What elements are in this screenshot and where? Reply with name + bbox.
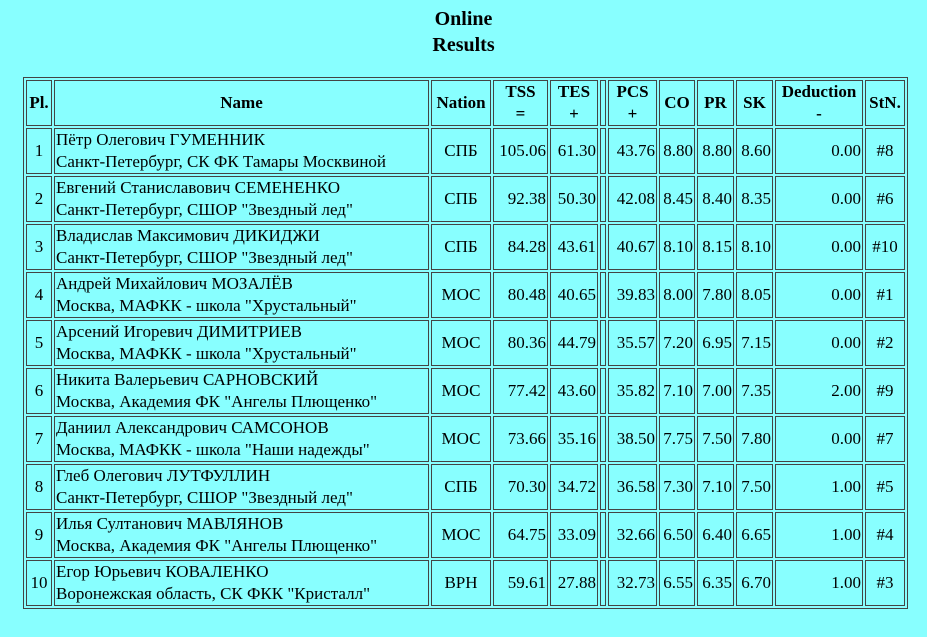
spacer-cell bbox=[600, 128, 606, 174]
tes-cell: 43.60 bbox=[550, 368, 598, 414]
spacer-cell bbox=[600, 272, 606, 318]
place-cell: 1 bbox=[26, 128, 52, 174]
tes-cell: 50.30 bbox=[550, 176, 598, 222]
table-row bbox=[26, 224, 905, 270]
deduction-cell: 2.00 bbox=[775, 368, 863, 414]
pcs-cell: 39.83 bbox=[608, 272, 657, 318]
skater-club: Москва, МАФКК - школа "Хрустальный" bbox=[56, 344, 357, 363]
tss-cell: 64.75 bbox=[493, 512, 548, 558]
pr-cell: 8.80 bbox=[697, 128, 734, 174]
skater-cell bbox=[54, 224, 429, 270]
skater-cell bbox=[54, 512, 429, 558]
start-number-cell: #7 bbox=[865, 416, 905, 462]
pr-cell: 8.15 bbox=[697, 224, 734, 270]
sk-cell: 8.60 bbox=[736, 128, 773, 174]
deduction-cell: 0.00 bbox=[775, 272, 863, 318]
tss-cell: 105.06 bbox=[493, 128, 548, 174]
nation-cell: МОС bbox=[431, 272, 491, 318]
co-cell: 7.30 bbox=[659, 464, 695, 510]
pcs-cell: 42.08 bbox=[608, 176, 657, 222]
table-row bbox=[26, 560, 905, 606]
co-cell: 6.50 bbox=[659, 512, 695, 558]
deduction-cell: 1.00 bbox=[775, 464, 863, 510]
skater-club: Москва, МАФКК - школа "Наши надежды" bbox=[56, 440, 370, 459]
start-number-cell: #4 bbox=[865, 512, 905, 558]
spacer-cell bbox=[600, 176, 606, 222]
table-row bbox=[26, 320, 905, 366]
pcs-cell: 38.50 bbox=[608, 416, 657, 462]
pcs-cell: 32.73 bbox=[608, 560, 657, 606]
skater-club: Москва, Академия ФК "Ангелы Плющенко" bbox=[56, 536, 378, 555]
start-number-cell: #8 bbox=[865, 128, 905, 174]
deduction-cell: 0.00 bbox=[775, 128, 863, 174]
tss-cell: 77.42 bbox=[493, 368, 548, 414]
skater-name: Андрей Михайлович МОЗАЛЁВ bbox=[56, 274, 293, 293]
col-header-pr: PR bbox=[697, 80, 734, 126]
skater-name: Егор Юрьевич КОВАЛЕНКО bbox=[56, 562, 269, 581]
co-cell: 7.10 bbox=[659, 368, 695, 414]
spacer-cell bbox=[600, 512, 606, 558]
col-header-name: Name bbox=[54, 80, 429, 126]
pcs-cell: 43.76 bbox=[608, 128, 657, 174]
table-row bbox=[26, 512, 905, 558]
deduction-sign: - bbox=[816, 104, 822, 123]
deduction-cell: 0.00 bbox=[775, 176, 863, 222]
place-cell: 8 bbox=[26, 464, 52, 510]
sk-cell: 8.05 bbox=[736, 272, 773, 318]
skater-name: Глеб Олегович ЛУТФУЛЛИН bbox=[56, 466, 271, 485]
pcs-sign: + bbox=[627, 104, 638, 123]
skater-cell bbox=[54, 176, 429, 222]
pr-cell: 8.40 bbox=[697, 176, 734, 222]
skater-name: Владислав Максимович ДИКИДЖИ bbox=[56, 226, 320, 245]
skater-club: Санкт-Петербург, СШОР "Звездный лед" bbox=[56, 248, 353, 267]
tss-label: TSS bbox=[505, 82, 536, 101]
spacer-cell bbox=[600, 464, 606, 510]
col-header-co: CO bbox=[659, 80, 695, 126]
skater-name: Пётр Олегович ГУМЕННИК bbox=[56, 130, 266, 149]
skater-name: Илья Султанович МАВЛЯНОВ bbox=[56, 514, 284, 533]
tss-cell: 80.48 bbox=[493, 272, 548, 318]
col-header-sk: SK bbox=[736, 80, 773, 126]
skater-club: Воронежская область, СК ФКК "Кристалл" bbox=[56, 584, 371, 603]
table-row bbox=[26, 272, 905, 318]
skater-cell bbox=[54, 320, 429, 366]
col-header-start-number: StN. bbox=[865, 80, 905, 126]
place-cell: 7 bbox=[26, 416, 52, 462]
table-row bbox=[26, 128, 905, 174]
pr-cell: 7.80 bbox=[697, 272, 734, 318]
nation-cell: МОС bbox=[431, 512, 491, 558]
pcs-cell: 35.82 bbox=[608, 368, 657, 414]
tes-cell: 34.72 bbox=[550, 464, 598, 510]
table-row bbox=[26, 416, 905, 462]
col-header-tss bbox=[493, 80, 548, 126]
results-body bbox=[26, 128, 905, 606]
tes-label: TES bbox=[557, 82, 591, 101]
nation-cell: СПБ bbox=[431, 128, 491, 174]
table-row bbox=[26, 176, 905, 222]
pcs-cell: 36.58 bbox=[608, 464, 657, 510]
deduction-cell: 0.00 bbox=[775, 320, 863, 366]
spacer-cell bbox=[600, 560, 606, 606]
place-cell: 3 bbox=[26, 224, 52, 270]
start-number-cell: #6 bbox=[865, 176, 905, 222]
tss-sign: = bbox=[515, 104, 526, 123]
sk-cell: 6.65 bbox=[736, 512, 773, 558]
place-cell: 2 bbox=[26, 176, 52, 222]
tes-cell: 43.61 bbox=[550, 224, 598, 270]
header-row bbox=[26, 80, 905, 126]
spacer-cell bbox=[600, 224, 606, 270]
nation-cell: МОС bbox=[431, 320, 491, 366]
start-number-cell: #10 bbox=[865, 224, 905, 270]
start-number-cell: #9 bbox=[865, 368, 905, 414]
sk-cell: 8.10 bbox=[736, 224, 773, 270]
skater-club: Москва, МАФКК - школа "Хрустальный" bbox=[56, 296, 357, 315]
title-line-online: Online bbox=[434, 8, 493, 30]
pcs-cell: 35.57 bbox=[608, 320, 657, 366]
tss-cell: 84.28 bbox=[493, 224, 548, 270]
tss-cell: 73.66 bbox=[493, 416, 548, 462]
pr-cell: 7.10 bbox=[697, 464, 734, 510]
sk-cell: 7.35 bbox=[736, 368, 773, 414]
table-row bbox=[26, 464, 905, 510]
nation-cell: СПБ bbox=[431, 464, 491, 510]
deduction-cell: 1.00 bbox=[775, 560, 863, 606]
deduction-cell: 0.00 bbox=[775, 224, 863, 270]
place-cell: 9 bbox=[26, 512, 52, 558]
skater-name: Евгений Станиславович СЕМЕНЕНКО bbox=[56, 178, 341, 197]
spacer-cell bbox=[600, 416, 606, 462]
nation-cell: МОС bbox=[431, 368, 491, 414]
col-header-spacer bbox=[600, 80, 606, 126]
co-cell: 7.75 bbox=[659, 416, 695, 462]
skater-cell bbox=[54, 416, 429, 462]
skater-cell bbox=[54, 464, 429, 510]
deduction-cell: 1.00 bbox=[775, 512, 863, 558]
co-cell: 8.80 bbox=[659, 128, 695, 174]
nation-cell: СПБ bbox=[431, 224, 491, 270]
deduction-cell: 0.00 bbox=[775, 416, 863, 462]
sk-cell: 7.80 bbox=[736, 416, 773, 462]
pr-cell: 7.00 bbox=[697, 368, 734, 414]
pr-cell: 6.95 bbox=[697, 320, 734, 366]
sk-cell: 6.70 bbox=[736, 560, 773, 606]
pcs-cell: 32.66 bbox=[608, 512, 657, 558]
co-cell: 8.10 bbox=[659, 224, 695, 270]
place-cell: 6 bbox=[26, 368, 52, 414]
tes-cell: 27.88 bbox=[550, 560, 598, 606]
start-number-cell: #1 bbox=[865, 272, 905, 318]
start-number-cell: #5 bbox=[865, 464, 905, 510]
start-number-cell: #3 bbox=[865, 560, 905, 606]
pr-cell: 7.50 bbox=[697, 416, 734, 462]
sk-cell: 8.35 bbox=[736, 176, 773, 222]
title-line-results: Results bbox=[432, 34, 495, 56]
results-table bbox=[23, 77, 908, 609]
tes-cell: 61.30 bbox=[550, 128, 598, 174]
tes-sign: + bbox=[569, 104, 579, 123]
place-cell: 5 bbox=[26, 320, 52, 366]
col-header-tes bbox=[550, 80, 598, 126]
spacer-cell bbox=[600, 368, 606, 414]
co-cell: 8.00 bbox=[659, 272, 695, 318]
tss-cell: 70.30 bbox=[493, 464, 548, 510]
co-cell: 7.20 bbox=[659, 320, 695, 366]
place-cell: 10 bbox=[26, 560, 52, 606]
tss-cell: 59.61 bbox=[493, 560, 548, 606]
pr-cell: 6.35 bbox=[697, 560, 734, 606]
sk-cell: 7.15 bbox=[736, 320, 773, 366]
deduction-label: Deduction bbox=[781, 82, 857, 101]
skater-name: Арсений Игоревич ДИМИТРИЕВ bbox=[56, 322, 303, 341]
co-cell: 6.55 bbox=[659, 560, 695, 606]
col-header-place: Pl. bbox=[26, 80, 52, 126]
tes-cell: 40.65 bbox=[550, 272, 598, 318]
co-cell: 8.45 bbox=[659, 176, 695, 222]
tes-cell: 35.16 bbox=[550, 416, 598, 462]
tss-cell: 92.38 bbox=[493, 176, 548, 222]
page-title bbox=[0, 6, 927, 58]
skater-club: Санкт-Петербург, СШОР "Звездный лед" bbox=[56, 488, 353, 507]
skater-name: Даниил Александрович САМСОНОВ bbox=[56, 418, 329, 437]
skater-name: Никита Валерьевич САРНОВСКИЙ bbox=[56, 370, 319, 389]
skater-cell bbox=[54, 560, 429, 606]
skater-cell bbox=[54, 272, 429, 318]
place-cell: 4 bbox=[26, 272, 52, 318]
nation-cell: МОС bbox=[431, 416, 491, 462]
skater-club: Санкт-Петербург, СК ФК Тамары Москвиной bbox=[56, 152, 387, 171]
tes-cell: 33.09 bbox=[550, 512, 598, 558]
col-header-nation: Nation bbox=[431, 80, 491, 126]
pcs-cell: 40.67 bbox=[608, 224, 657, 270]
spacer-cell bbox=[600, 320, 606, 366]
start-number-cell: #2 bbox=[865, 320, 905, 366]
pcs-label: PCS bbox=[616, 82, 649, 101]
skater-cell bbox=[54, 128, 429, 174]
nation-cell: ВРН bbox=[431, 560, 491, 606]
tes-cell: 44.79 bbox=[550, 320, 598, 366]
pr-cell: 6.40 bbox=[697, 512, 734, 558]
skater-cell bbox=[54, 368, 429, 414]
tss-cell: 80.36 bbox=[493, 320, 548, 366]
col-header-pcs bbox=[608, 80, 657, 126]
sk-cell: 7.50 bbox=[736, 464, 773, 510]
col-header-deduction bbox=[775, 80, 863, 126]
table-row bbox=[26, 368, 905, 414]
nation-cell: СПБ bbox=[431, 176, 491, 222]
skater-club: Санкт-Петербург, СШОР "Звездный лед" bbox=[56, 200, 353, 219]
skater-club: Москва, Академия ФК "Ангелы Плющенко" bbox=[56, 392, 378, 411]
